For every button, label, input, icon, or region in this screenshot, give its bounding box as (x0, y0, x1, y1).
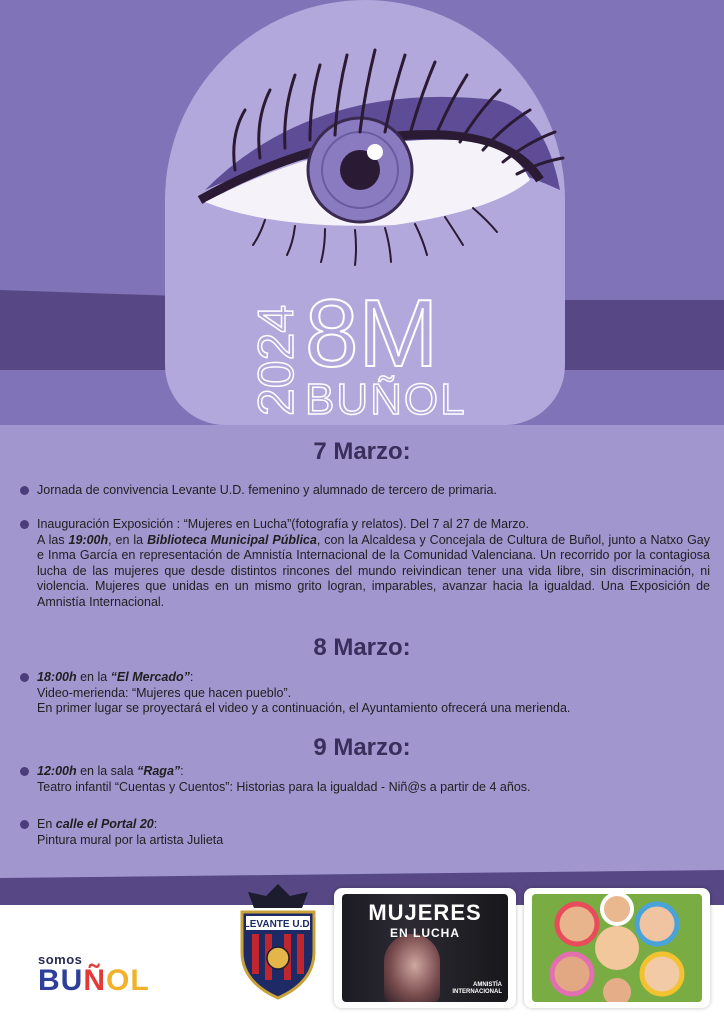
text-part: en la sala (76, 764, 138, 778)
text-part: : (189, 670, 194, 684)
day-heading-9-marzo: 9 Marzo: (313, 734, 411, 761)
text-part: A las (37, 532, 69, 547)
item-text-line1: Inauguración Exposición : “Mujeres en Lucha”(fotografía y relatos). Del 7 al 27 de Marzo. (37, 517, 529, 531)
event-logo (245, 278, 475, 423)
day-heading-8-marzo: 8 Marzo: (313, 634, 411, 661)
text-part: : (153, 817, 158, 831)
poster-image (342, 894, 508, 1002)
event-place: Biblioteca Municipal Pública (147, 532, 317, 547)
children-image (532, 894, 702, 1002)
poster-organization (452, 982, 502, 996)
event-time: 12:00h (37, 764, 77, 778)
logo-letters: BU (38, 964, 84, 997)
somos-logo-bottom (38, 964, 150, 997)
list-item (20, 483, 710, 499)
list-item (20, 517, 710, 610)
item-text-line1 (37, 670, 710, 686)
somos-bunol-logo (38, 952, 150, 995)
item-text-line2: Video-merienda: “Mujeres que hacen pueblo”. (37, 685, 292, 700)
text-part: , con la Alcaldesa y Concejala de Cultura de Buñol, junto a Natxo Gay e Inma García en representación de Amnistía Internacional de la Comunidad Valenciana. Un recorrido por la contagiosa lucha de las mujeres que desde distintos rincones del mundo reivindican tener una vida libre, sin discriminación, ni violencia. Mujeres que unidas en un mismo grito logran, imparables, avanzar hacia la igualdad. Una Exposición de Amnistía Internacional. (37, 532, 711, 609)
list-item (20, 670, 710, 717)
item-text-line2: Teatro infantil “Cuentas y Cuentos”: Historias para la igualdad - Niñ@s a partir de 4 años. (37, 779, 531, 794)
poster-org-line: INTERNACIONAL (452, 989, 502, 995)
eye-illustration-icon (195, 40, 565, 275)
text-part: En (37, 817, 56, 831)
poster-subtitle: EN LUCHA (390, 926, 460, 940)
logo-town-text: BUÑOL (305, 375, 467, 423)
logo-8m-text: 8M (305, 280, 439, 387)
event-time: 19:00h (68, 532, 109, 547)
levante-crest-icon (232, 882, 324, 1000)
item-text-line1 (37, 817, 710, 833)
woman-face-image (384, 934, 440, 1002)
mujeres-en-lucha-poster (334, 888, 516, 1008)
event-place: “El Mercado” (110, 670, 190, 684)
list-item (20, 817, 710, 848)
poster-title: MUJERES (368, 900, 482, 925)
text-part: : (180, 764, 184, 778)
bullet-icon (20, 486, 29, 495)
text-part: en la (76, 670, 111, 684)
logo-letters: OL (106, 964, 150, 997)
item-text: Jornada de convivencia Levante U.D. femenino y alumnado de tercero de primaria. (37, 483, 497, 497)
event-place: “Raga” (137, 764, 181, 778)
poster-org-line: AMNISTÍA (473, 982, 502, 988)
bullet-icon (20, 520, 29, 529)
item-text-line1 (37, 764, 710, 780)
logo-letters: Ñ (83, 964, 107, 997)
bullet-icon (20, 673, 29, 682)
bullet-icon (20, 820, 29, 829)
event-time: 18:00h (37, 670, 77, 684)
children-circle-icon (532, 894, 702, 1002)
item-text-body (37, 533, 710, 611)
item-text-line3: En primer lugar se proyectará el video y a continuación, el Ayuntamiento ofrecerá una merienda. (37, 701, 571, 715)
text-part: , en la (108, 532, 148, 547)
children-photo (524, 888, 710, 1008)
logo-year-text: 2024 (248, 304, 304, 416)
bullet-icon (20, 767, 29, 776)
day-heading-7-marzo: 7 Marzo: (313, 438, 411, 465)
somos-logo-top: somos (38, 952, 83, 967)
crest-label: LEVANTE U.D. (243, 919, 313, 930)
item-text-line2: Pintura mural por la artista Julieta (37, 832, 224, 847)
event-place: calle el Portal 20 (55, 817, 154, 831)
list-item (20, 764, 710, 795)
